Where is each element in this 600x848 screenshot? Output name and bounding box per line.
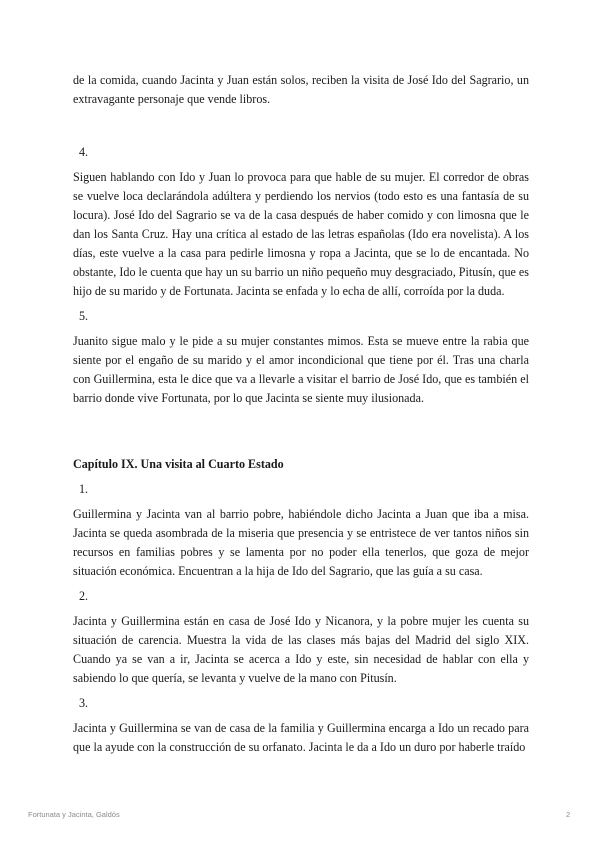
chapter-heading: Capítulo IX. Una visita al Cuarto Estado [73, 457, 284, 471]
section-number-4: 4. [79, 145, 89, 159]
section-number-5: 5. [79, 309, 89, 323]
chapter-section-number-2: 2. [79, 589, 89, 603]
chapter-section-2-paragraph: Jacinta y Guillermina están en casa de José Ido y Nicanora, y la pobre mujer les cuenta su situación de carencia. Muestra la vida de las clases más bajas del Madrid del siglo XIX. Cuando ya se van a ir, Jacinta se acerca a Ido y este, sin necesidad de hablar con ella y sabiendo lo que quería, se levanta y vuelve de la mano con Pitusín. [73, 614, 529, 685]
footer-page-number: 2 [566, 810, 571, 819]
chapter-section-number-3: 3. [79, 696, 89, 710]
chapter-section-3-paragraph: Jacinta y Guillermina se van de casa de la familia y Guillermina encarga a Ido un recado para que la ayude con la construcción de su orfanato. Jacinta le da a Ido un duro por haberle traído [73, 721, 529, 754]
chapter-section-number-1: 1. [79, 482, 89, 496]
section-4-paragraph: Siguen hablando con Ido y Juan lo provoca para que hable de su mujer. El corredor de obras se vuelve loca declarándola adúltera y perdiendo los nervios (todo esto es una fantasía de su locura). José Ido del Sagrario se va de la casa después de haber comido y con limosna que le dan los Santa Cruz. Hay una crítica al estado de las letras españolas (Ido era novelista). A los días, este vuelve a la casa para pedirle limosna y ropa a Jacinta, que se lo de encantada. No obstante, Ido le cuenta que hay un su barrio un niño pequeño muy desgraciado, Pitusín, que es hijo de su marido y de Fortunata. Jacinta se enfada y lo echa de allí, corroída por la duda. [73, 170, 529, 298]
chapter-section-1-paragraph: Guillermina y Jacinta van al barrio pobre, habiéndole dicho Jacinta a Juan que iba a misa. Jacinta se queda asombrada de la miseria que presencia y se entristece de ver tantos niños sin recursos en familias pobres y se lamenta por no poder ella tenerlos, que goza de mejor situación económica. Encuentran a la hija de Ido del Sagrario, que las guía a su casa. [73, 507, 529, 578]
section-5-paragraph: Juanito sigue malo y le pide a su mujer constantes mimos. Esta se mueve entre la rabia que siente por el engaño de su marido y el amor incondicional que tiene por él. Tras una charla con Guillermina, esta le dice que va a llevarle a visitar el barrio de José Ido, que es también el barrio donde vive Fortunata, por lo que Jacinta se siente muy ilusionada. [73, 334, 529, 405]
intro-paragraph: de la comida, cuando Jacinta y Juan están solos, reciben la visita de José Ido del Sagrario, un extravagante personaje que vende libros. [73, 73, 529, 106]
footer-document-title: Fortunata y Jacinta, Galdós [28, 810, 120, 819]
page-content [73, 71, 529, 757]
